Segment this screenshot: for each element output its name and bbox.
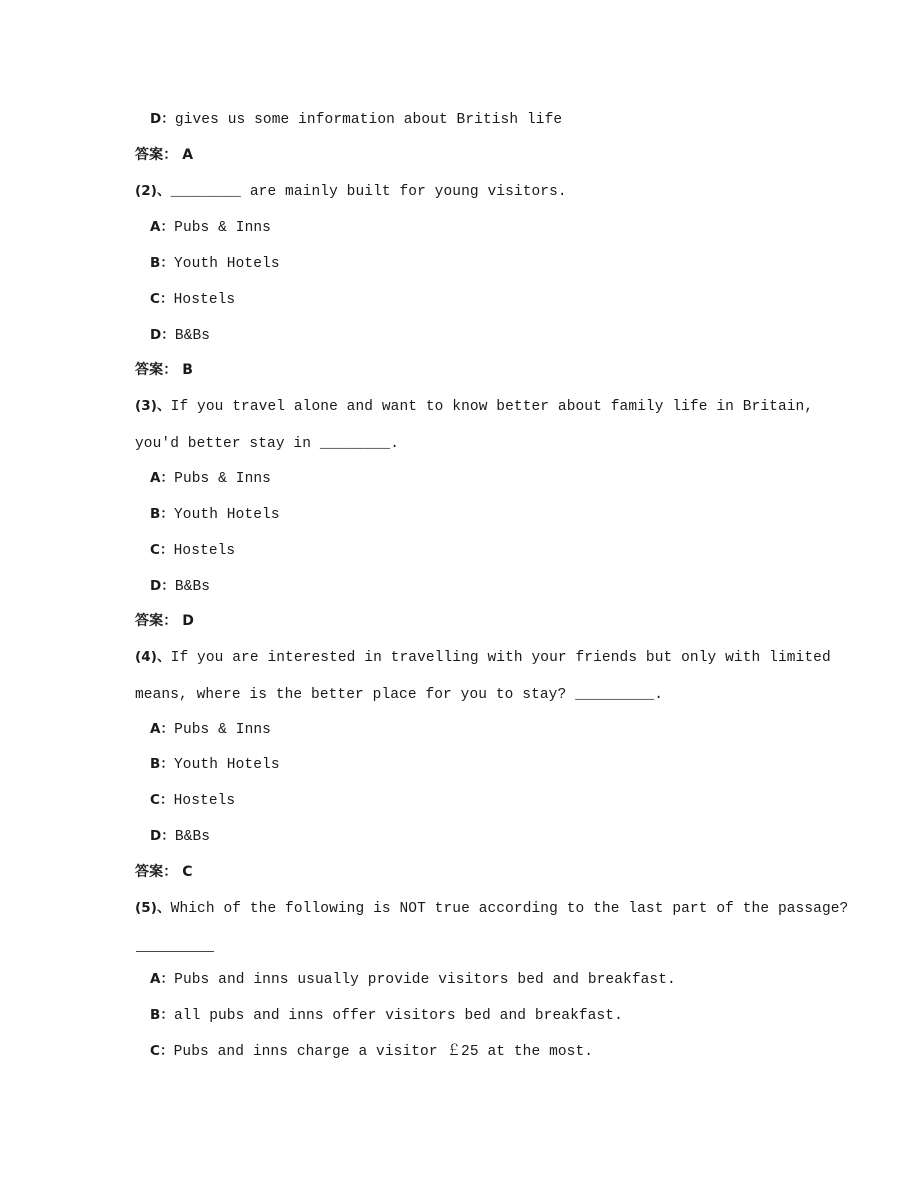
- option-text: Pubs and inns charge a visitor ￡25 at the most.: [173, 1044, 594, 1060]
- answer-label: 答案：: [135, 147, 178, 163]
- q2-stem: [135, 181, 567, 202]
- question-text: If you are interested in travelling with your friends but only with limited: [170, 650, 831, 666]
- q4-answer: [135, 862, 193, 882]
- answer-blank-line: [136, 951, 214, 952]
- option-text: gives us some information about British life: [174, 112, 563, 128]
- option-letter: D：: [150, 327, 175, 343]
- answer-label: 答案：: [135, 864, 178, 880]
- q4-option-b: [150, 754, 280, 775]
- option-text: Pubs & Inns: [174, 722, 271, 738]
- q5-option-c: [150, 1041, 593, 1062]
- option-text: Hostels: [173, 292, 236, 308]
- option-text: Pubs and inns usually provide visitors bed and breakfast.: [174, 972, 676, 988]
- option-letter: C：: [150, 542, 174, 558]
- answer-label: 答案：: [135, 613, 178, 629]
- option-text: Youth Hotels: [174, 507, 280, 523]
- question-number: (3)、: [135, 398, 171, 414]
- option-letter: C：: [150, 792, 174, 808]
- option-text: Pubs & Inns: [174, 471, 271, 487]
- option-text: B&Bs: [174, 328, 211, 344]
- q2-option-c: [150, 289, 235, 310]
- option-letter: A：: [150, 971, 175, 987]
- option-text: Youth Hotels: [174, 256, 280, 272]
- question-text: If you travel alone and want to know better about family life in Britain,: [170, 399, 814, 415]
- option-text: Pubs & Inns: [174, 220, 271, 236]
- option-text: all pubs and inns offer visitors bed and breakfast.: [174, 1008, 623, 1024]
- q2-answer: [135, 360, 193, 380]
- q3-stem-line1: [135, 396, 813, 417]
- option-letter: A：: [150, 470, 175, 486]
- option-letter: D：: [150, 111, 175, 127]
- option-letter: B：: [150, 756, 174, 772]
- option-letter: B：: [150, 1007, 174, 1023]
- q3-option-d: [150, 576, 210, 597]
- q4-option-d: [150, 826, 210, 847]
- q4-option-c: [150, 790, 235, 811]
- q5-stem: [135, 898, 848, 919]
- q4-stem-line2: means, where is the better place for you to stay? _________.: [135, 687, 664, 703]
- option-letter: B：: [150, 255, 174, 271]
- answer-value: B: [182, 362, 194, 378]
- q3-option-b: [150, 504, 280, 525]
- answer-label: 答案：: [135, 362, 178, 378]
- q5-option-b: [150, 1005, 623, 1026]
- q5-option-a: [150, 969, 676, 990]
- q1-option-d: [150, 109, 562, 130]
- option-letter: D：: [150, 578, 175, 594]
- q4-option-a: [150, 719, 271, 740]
- question-text: ________ are mainly built for young visitors.: [170, 184, 567, 200]
- option-text: B&Bs: [174, 579, 211, 595]
- answer-value: C: [182, 864, 193, 880]
- option-text: Hostels: [173, 543, 236, 559]
- option-letter: A：: [150, 219, 175, 235]
- q4-stem-line1: [135, 647, 831, 668]
- q3-option-a: [150, 468, 271, 489]
- option-text: Hostels: [173, 793, 236, 809]
- option-text: B&Bs: [174, 829, 211, 845]
- option-letter: C：: [150, 1043, 174, 1059]
- q1-answer: [135, 145, 193, 165]
- question-number: (4)、: [135, 649, 171, 665]
- option-letter: D：: [150, 828, 175, 844]
- option-text: Youth Hotels: [174, 757, 280, 773]
- q3-stem-line2: you'd better stay in ________.: [135, 436, 400, 452]
- q2-option-b: [150, 253, 280, 274]
- q3-answer: [135, 611, 194, 631]
- option-letter: C：: [150, 291, 174, 307]
- option-letter: B：: [150, 506, 174, 522]
- answer-value: D: [182, 613, 195, 629]
- q2-option-a: [150, 217, 271, 238]
- question-text: Which of the following is NOT true according to the last part of the passage?: [170, 901, 849, 917]
- q2-option-d: [150, 325, 210, 346]
- question-number: (2)、: [135, 183, 171, 199]
- q3-option-c: [150, 540, 235, 561]
- question-number: (5)、: [135, 900, 171, 916]
- answer-value: A: [182, 147, 194, 163]
- option-letter: A：: [150, 721, 175, 737]
